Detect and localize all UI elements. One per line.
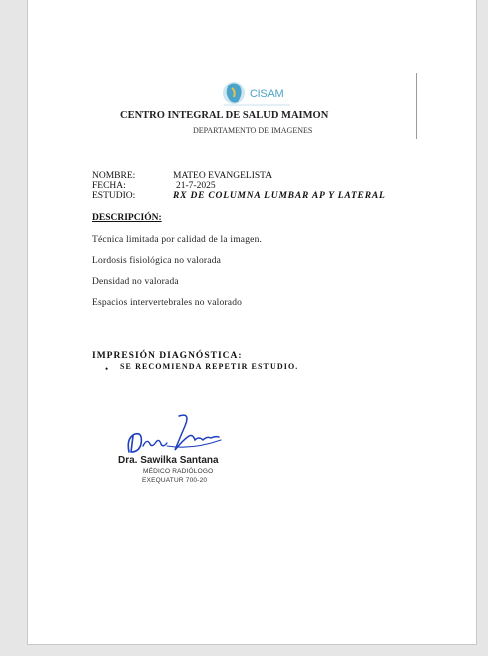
header-vertical-rule xyxy=(416,73,417,139)
doctor-name: Dra. Sawilka Santana xyxy=(118,455,219,466)
logo-text: CISAM xyxy=(250,88,284,100)
date-label: FECHA: xyxy=(92,181,126,191)
description-line: Lordosis fisiológica no valorada xyxy=(92,256,222,266)
doctor-exequatur: EXEQUATUR 700-20 xyxy=(142,477,208,484)
document-page xyxy=(27,0,477,645)
description-line: Espacios intervertebrales no valorado xyxy=(92,298,243,308)
name-label: NOMBRE: xyxy=(92,171,136,181)
doctor-role: MÉDICO RADIÓLOGO xyxy=(143,468,214,475)
description-line: Técnica limitada por calidad de la imagen. xyxy=(92,235,263,245)
impression-title: IMPRESIÓN DIAGNÓSTICA: xyxy=(92,351,243,361)
study-label: ESTUDIO: xyxy=(92,191,136,201)
handwritten-signature xyxy=(123,410,223,460)
study-value: RX DE COLUMNA LUMBAR AP Y LATERAL xyxy=(173,191,386,201)
description-title: DESCRIPCIÓN: xyxy=(92,213,162,223)
bullet-icon: • xyxy=(105,364,109,374)
department-title: DEPARTAMENTO DE IMAGENES xyxy=(193,126,313,135)
description-line: Densidad no valorada xyxy=(92,277,179,287)
date-value: 21-7-2025 xyxy=(176,181,216,191)
name-value: MATEO EVANGELISTA xyxy=(173,171,273,181)
impression-item: SE RECOMIENDA REPETIR ESTUDIO. xyxy=(120,362,299,371)
center-title: CENTRO INTEGRAL DE SALUD MAIMON xyxy=(120,110,329,121)
